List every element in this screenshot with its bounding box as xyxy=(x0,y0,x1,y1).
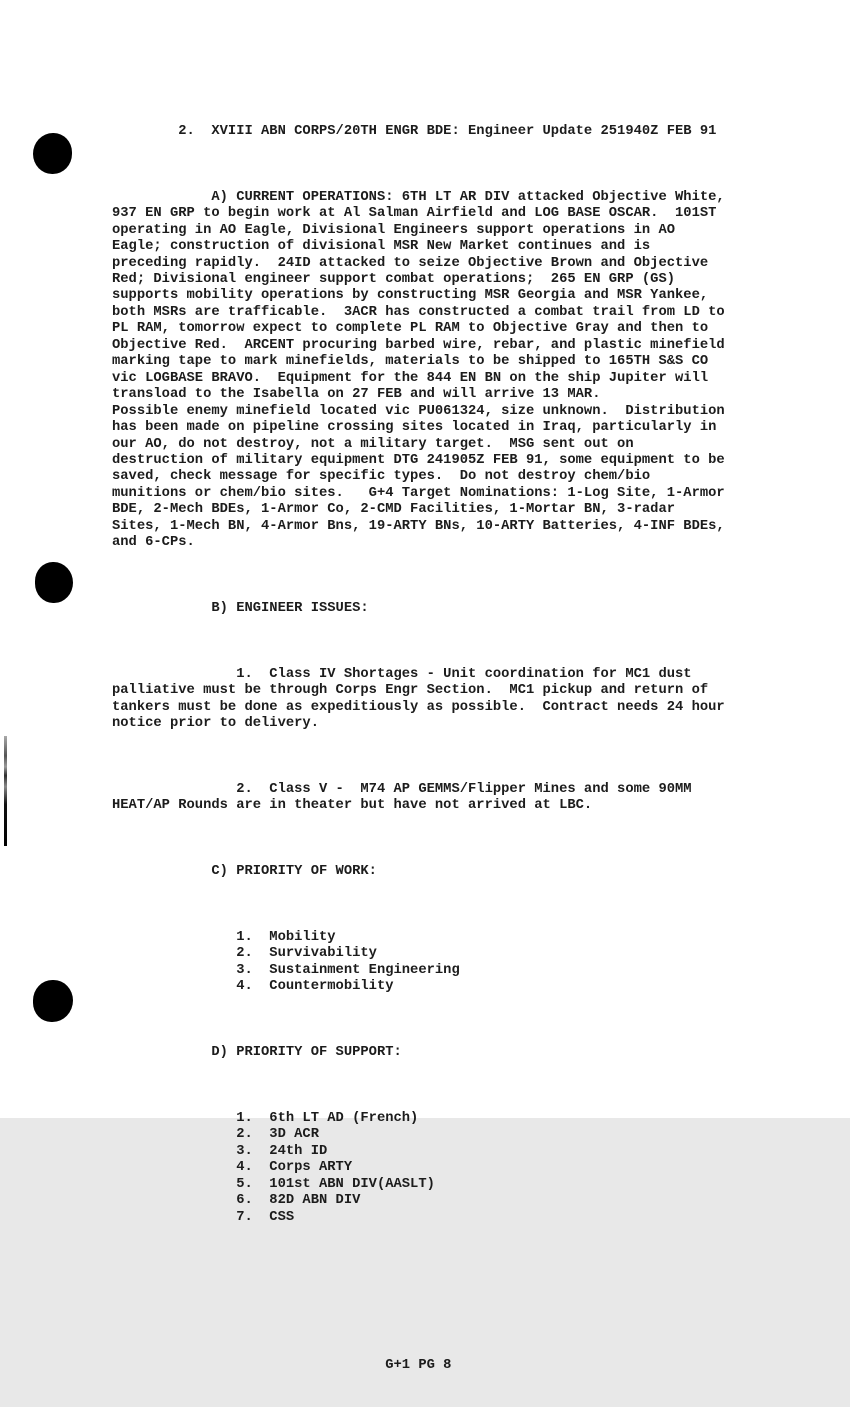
item-class-iv-shortages xyxy=(112,667,725,733)
text-line: supports mobility operations by constructing MSR Georgia and MSR Yankee, xyxy=(112,288,709,304)
text-line: G+1 PG 8 xyxy=(112,1357,452,1373)
text-line: B) ENGINEER ISSUES: xyxy=(112,601,369,617)
text-line: 2. XVIII ABN CORPS/20TH ENGR BDE: Engineer Update 251940Z FEB 91 xyxy=(112,123,717,139)
text-line: 4. Corps ARTY xyxy=(112,1160,353,1176)
text-line: HEAT/AP Rounds are in theater but have not arrived at LBC. xyxy=(112,798,593,814)
text-line: BDE, 2-Mech BDEs, 1-Armor Co, 2-CMD Facilities, 1-Mortar BN, 3-radar xyxy=(112,502,676,518)
text-line: Sites, 1-Mech BN, 4-Armor Bns, 19-ARTY BNs, 10-ARTY Batteries, 4-INF BDEs, xyxy=(112,518,725,534)
text-line: 6. 82D ABN DIV xyxy=(112,1193,361,1209)
text-line: 2. Class V - M74 AP GEMMS/Flipper Mines and some 90MM xyxy=(112,781,692,797)
hole-punch-mark xyxy=(33,133,72,174)
document-text xyxy=(112,91,725,1407)
text-line: Red; Divisional engineer support combat operations; 265 EN GRP (GS) xyxy=(112,271,676,287)
text-line: and 6-CPs. xyxy=(112,535,195,551)
text-line: marking tape to mark minefields, materials to be shipped to 165TH S&S CO xyxy=(112,354,709,370)
text-line: both MSRs are trafficable. 3ACR has constructed a combat trail from LD to xyxy=(112,304,725,320)
text-line: notice prior to delivery. xyxy=(112,716,319,732)
text-line: 2. 3D ACR xyxy=(112,1127,319,1143)
section-heading-engineer-issues xyxy=(112,601,725,617)
text-line: 7. CSS xyxy=(112,1209,295,1225)
section-heading-priority-of-support xyxy=(112,1045,725,1061)
section-heading-priority-of-work xyxy=(112,864,725,880)
list-priority-of-support xyxy=(112,1111,725,1226)
text-line: Objective Red. ARCENT procuring barbed wire, rebar, and plastic minefield xyxy=(112,337,725,353)
text-line: has been made on pipeline crossing sites located in Iraq, particularly in xyxy=(112,420,717,436)
paragraph-current-operations xyxy=(112,190,725,552)
text-line: munitions or chem/bio sites. G+4 Target Nominations: 1-Log Site, 1-Armor xyxy=(112,485,725,501)
text-line: 2. Survivability xyxy=(112,946,377,962)
text-line: saved, check message for specific types. Do not destroy chem/bio xyxy=(112,469,651,485)
document-heading xyxy=(112,124,725,140)
text-line: vic LOGBASE BRAVO. Equipment for the 844 EN BN on the ship Jupiter will xyxy=(112,370,709,386)
text-line: 1. 6th LT AD (French) xyxy=(112,1110,419,1126)
text-line: tankers must be done as expeditiously as possible. Contract needs 24 hour xyxy=(112,699,725,715)
hole-punch-mark xyxy=(33,980,73,1022)
text-line: C) PRIORITY OF WORK: xyxy=(112,864,377,880)
text-line: 4. Countermobility xyxy=(112,979,394,995)
text-line: A) CURRENT OPERATIONS: 6TH LT AR DIV attacked Objective White, xyxy=(112,189,725,205)
text-line: Eagle; construction of divisional MSR New Market continues and is xyxy=(112,239,651,255)
item-class-v xyxy=(112,782,725,815)
page-footer xyxy=(112,1358,725,1374)
text-line: 937 EN GRP to begin work at Al Salman Airfield and LOG BASE OSCAR. 101ST xyxy=(112,206,717,222)
text-line: 1. Mobility xyxy=(112,930,336,946)
text-line: destruction of military equipment DTG 241905Z FEB 91, some equipment to be xyxy=(112,452,725,468)
text-line: 5. 101st ABN DIV(AASLT) xyxy=(112,1176,435,1192)
photocopy-edge-artifact xyxy=(4,736,7,846)
text-line: 1. Class IV Shortages - Unit coordination for MC1 dust xyxy=(112,666,692,682)
text-line: preceding rapidly. 24ID attacked to seize Objective Brown and Objective xyxy=(112,255,709,271)
text-line: 3. 24th ID xyxy=(112,1143,328,1159)
text-line: PL RAM, tomorrow expect to complete PL RAM to Objective Gray and then to xyxy=(112,321,709,337)
text-line: transload to the Isabella on 27 FEB and will arrive 13 MAR. xyxy=(112,387,601,403)
hole-punch-mark xyxy=(35,562,73,603)
text-line: Possible enemy minefield located vic PU061324, size unknown. Distribution xyxy=(112,403,725,419)
text-line: operating in AO Eagle, Divisional Engineers support operations in AO xyxy=(112,222,676,238)
text-line: D) PRIORITY OF SUPPORT: xyxy=(112,1045,402,1061)
text-line: palliative must be through Corps Engr Section. MC1 pickup and return of xyxy=(112,683,709,699)
list-priority-of-work xyxy=(112,930,725,996)
text-line: 3. Sustainment Engineering xyxy=(112,962,460,978)
text-line: our AO, do not destroy, not a military target. MSG sent out on xyxy=(112,436,634,452)
